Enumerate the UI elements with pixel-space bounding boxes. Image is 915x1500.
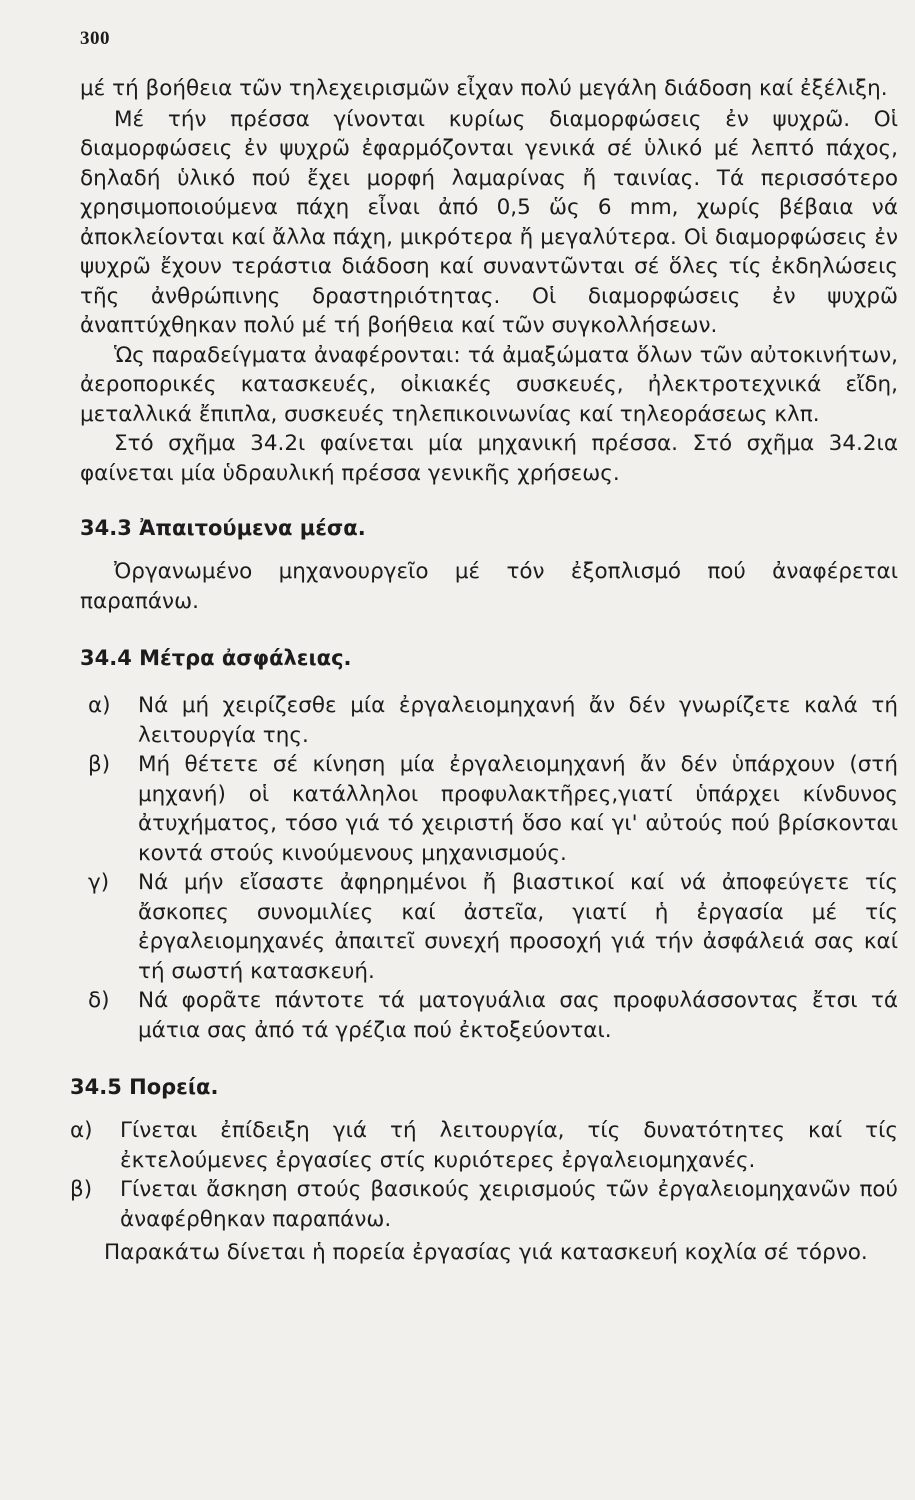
list-marker: β) [88,752,111,777]
list-item-text: Μή θέτετε σέ κίνηση μία ἐργαλειομηχανή ἄν δέν ὑπάρχουν (στή μηχανή) οἱ κατάλληλοι προφυλακτῆρες,γιατί ὑπάρχει κίνδυνος ἀτυχήματος, τόσο γιά τό χειριστή ὅσο καί γι' αὐτούς πού βρίσκονται κοντά στούς κινούμενους μηχανισμούς. [138,752,898,866]
page-number: 300 [80,28,110,49]
section-34-5-heading: 34.5 Πορεία. [70,1075,219,1099]
list-item-text: Γίνεται ἄσκηση στούς βασικούς χειρισμούς τῶν ἐργαλειομηχανῶν πού ἀναφέρθηκαν παραπάνω. [120,1177,898,1232]
list-item [80,750,898,868]
page-body [70,74,898,1268]
paragraph-examples: Ὡς παραδείγματα ἀναφέρονται: τά ἀμαξώματα ὅλων τῶν αὐτοκινήτων, ἀεροπορικές κατασκευές, οἰκιακές συσκευές, ἠλεκτροτεχνικά εἴδη, μεταλλικά ἔπιπλα, συσκευές τηλεπικοινωνίας καί τηλεοράσεως κλπ. [80,342,898,427]
procedure-list [70,1116,898,1234]
section-34-3-body: Ὀργανωμένο μηχανουργεῖο μέ τόν ἐξοπλισμό πού ἀναφέρεται παραπάνω. [80,559,898,614]
paragraph-figures: Στό σχῆμα 34.2ι φαίνεται μία μηχανική πρέσσα. Στό σχῆμα 34.2ια φαίνεται μία ὑδραυλική πρέσσα γενικῆς χρήσεως. [80,431,898,486]
list-marker: γ) [88,870,110,895]
list-marker: β) [70,1177,93,1202]
safety-measures-list [80,691,898,1045]
list-item [80,868,898,986]
list-item-text: Νά μή χειρίζεσθε μία ἐργαλειομηχανή ἄν δέν γνωρίζετε καλά τή λειτουργία της. [138,693,898,748]
section-34-3-heading: 34.3 Ἀπαιτούμενα μέσα. [80,516,366,540]
list-item-text: Νά μήν εἴσαστε ἀφηρημένοι ἤ βιαστικοί καί νά ἀποφεύγετε τίς ἄσκοπες συνομιλίες καί ἀστεῖα, γιατί ἡ ἐργασία μέ τίς ἐργαλειομηχανές ἀπαιτεῖ συνεχή προσοχή γιά τήν ἀσφάλειά σας καί τή σωστή κατασκευή. [138,870,898,984]
list-item-text: Γίνεται ἐπίδειξη γιά τή λειτουργία, τίς δυνατότητες καί τίς ἐκτελούμενες ἐργασίες στίς κυριότερες ἐργαλειομηχανές. [120,1118,898,1173]
procedure-closing: Παρακάτω δίνεται ἡ πορεία ἐργασίας γιά κατασκευή κοχλία σέ τόρνο. [104,1240,868,1265]
list-item [70,1175,898,1234]
list-item [70,1116,898,1175]
list-item [80,691,898,750]
section-34-4-heading: 34.4 Μέτρα ἀσφάλειας. [80,646,352,670]
list-marker: δ) [88,988,110,1013]
list-marker: α) [70,1118,93,1143]
list-marker: α) [88,693,111,718]
list-item-text: Νά φορᾶτε πάντοτε τά ματογυάλια σας προφυλάσσοντας ἔτσι τά μάτια σας ἀπό τά γρέζια πού ἐκτοξεύονται. [138,988,898,1043]
intro-continuation: μέ τή βοήθεια τῶν τηλεχειρισμῶν εἶχαν πολύ μεγάλη διάδοση καί ἐξέλιξη. [80,76,888,101]
list-item [80,986,898,1045]
paragraph-press: Μέ τήν πρέσσα γίνονται κυρίως διαμορφώσεις ἐν ψυχρῶ. Οἱ διαμορφώσεις ἐν ψυχρῶ ἐφαρμόζονται γενικά σέ ὑλικό μέ λεπτό πάχος, δηλαδή ὑλικό πού ἔχει μορφή λαμαρίνας ἤ ταινίας. Τά περισσότερο χρησιμοποιούμενα πάχη εἶναι ἀπό 0,5 ὥς 6 mm, χωρίς βέβαια νά ἀποκλείονται καί ἄλλα πάχη, μικρότερα ἤ μεγαλύτερα. Οἱ διαμορφώσεις ἐν ψυχρῶ ἔχουν τεράστια διάδοση καί συναντῶνται σέ ὅλες τίς ἐκδηλώσεις τῆς ἀνθρώπινης δραστηριότητας. Οἱ διαμορφώσεις ἐν ψυχρῶ ἀναπτύχθηκαν πολύ μέ τή βοήθεια καί τῶν συγκολλήσεων. [80,106,898,338]
